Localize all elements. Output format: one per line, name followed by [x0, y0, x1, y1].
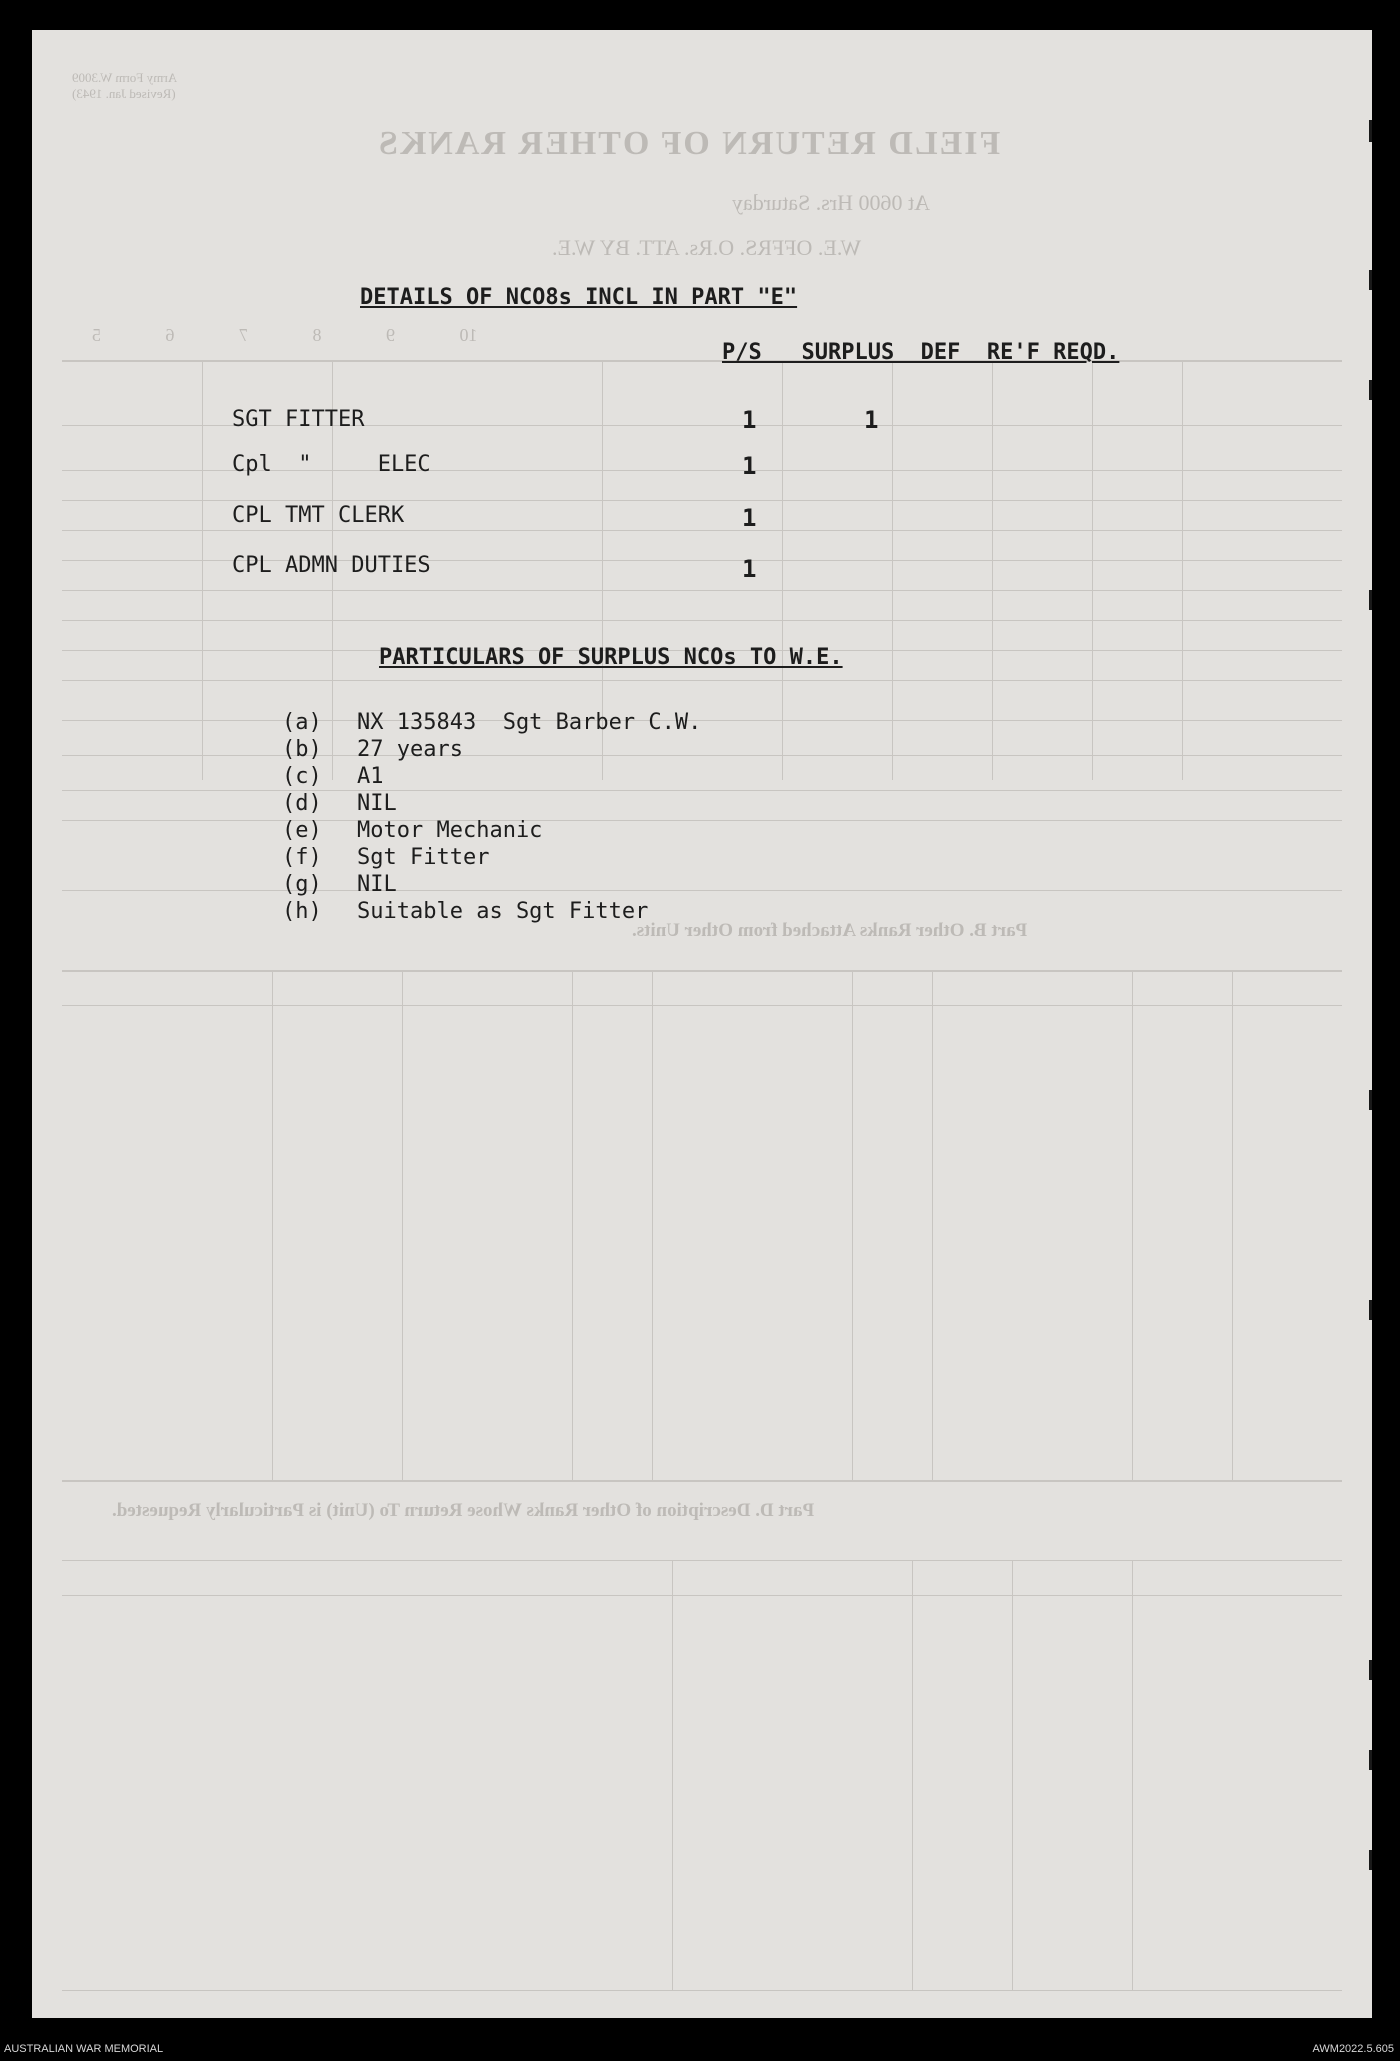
list-item-value: NX 135843 Sgt Barber C.W.: [357, 710, 702, 735]
edge-tick: [1369, 380, 1372, 400]
list-item-key: (c): [282, 764, 322, 789]
edge-tick: [1369, 590, 1372, 610]
show-through-line: At 0600 Hrs. Saturday: [732, 190, 930, 215]
edge-tick: [1369, 1850, 1372, 1870]
show-through-form-number: Army Form W.3009 (Revised Jan. 1943): [72, 70, 178, 101]
particulars-heading: PARTICULARS OF SURPLUS NCOs TO W.E.: [379, 645, 843, 670]
list-item-value: 27 years: [357, 737, 463, 762]
list-item-value: NIL: [357, 791, 397, 816]
list-item-key: (a): [282, 710, 322, 735]
table-row-ps: 1: [742, 452, 757, 480]
list-item-value: Sgt Fitter: [357, 845, 490, 870]
edge-tick: [1369, 1300, 1372, 1320]
document-page: [32, 30, 1372, 2018]
details-heading: DETAILS OF NCO8s INCL IN PART "E": [360, 285, 798, 310]
column-headers: P/S SURPLUS DEF RE'F REQD.: [722, 340, 1120, 365]
show-through-line: W.E. OFFRS. O.Rs. ATT. BY W.E.: [552, 235, 862, 260]
table-row-rank: SGT FITTER: [232, 407, 365, 432]
list-item-value: NIL: [357, 872, 397, 897]
table-row-ps: 1: [742, 406, 757, 434]
list-item-key: (d): [282, 791, 322, 816]
edge-tick: [1369, 120, 1372, 142]
footer-source: AUSTRALIAN WAR MEMORIAL: [4, 2043, 164, 2055]
table-row-ps: 1: [742, 504, 757, 532]
edge-tick: [1369, 270, 1372, 290]
list-item-value: Motor Mechanic: [357, 818, 543, 843]
show-through-column-numbers: 10 9 8 7 6 5: [92, 325, 478, 345]
list-item-key: (h): [282, 899, 322, 924]
table-row-surplus: 1: [864, 406, 879, 434]
list-item-key: (e): [282, 818, 322, 843]
list-item-key: (g): [282, 872, 322, 897]
show-through-title: FIELD RETURN OF OTHER RANKS: [377, 125, 1001, 162]
show-through-part-b: Part B. Other Ranks Attached from Other Units.: [632, 920, 1028, 941]
edge-tick: [1369, 1660, 1372, 1680]
edge-tick: [1369, 1750, 1372, 1770]
list-item-key: (f): [282, 845, 322, 870]
list-item-value: Suitable as Sgt Fitter: [357, 899, 649, 924]
table-row-rank: Cpl " ELEC: [232, 452, 431, 477]
show-through-part-d: Part D. Description of Other Ranks Whose Return To (Unit) is Particularly Requested.: [112, 1500, 815, 1521]
table-row-rank: CPL ADMN DUTIES: [232, 553, 431, 578]
table-row-ps: 1: [742, 555, 757, 583]
list-item-key: (b): [282, 737, 322, 762]
footer-accession-number: AWM2022.5.605: [1312, 2043, 1394, 2055]
list-item-value: A1: [357, 764, 384, 789]
table-row-rank: CPL TMT CLERK: [232, 503, 405, 528]
edge-tick: [1369, 1090, 1372, 1110]
